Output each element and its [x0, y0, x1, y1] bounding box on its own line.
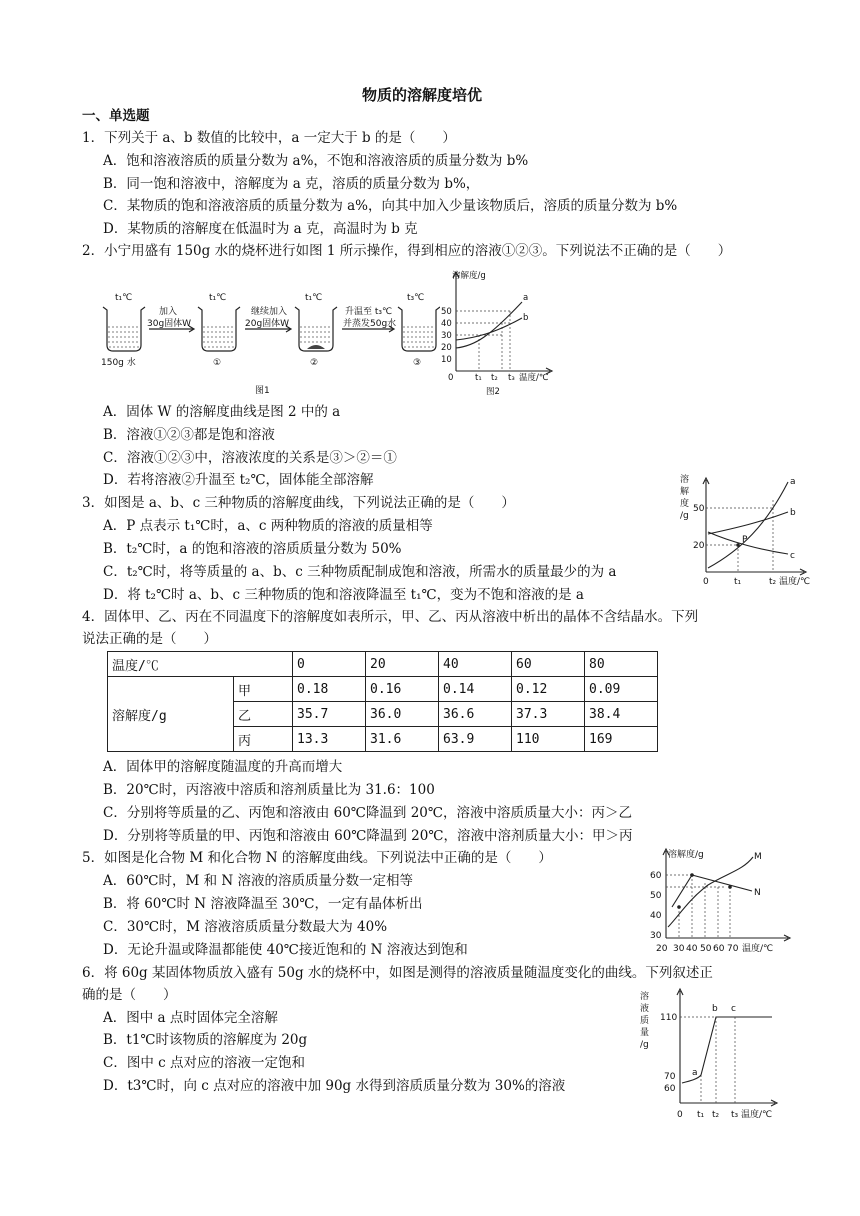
svg-text:温度/℃: 温度/℃ [519, 373, 549, 383]
q2-figure-2 [430, 266, 565, 401]
svg-text:M: M [754, 852, 762, 862]
svg-text:40: 40 [686, 944, 698, 954]
svg-text:50: 50 [693, 504, 705, 514]
svg-text:30: 30 [673, 944, 685, 954]
solid-residue-icon [307, 345, 325, 349]
q3-option-d[interactable]: D．将 t₂℃时 a、b、c 三种物质的饱和溶液降温至 t₁℃，变为不饱和溶液的是 a [103, 587, 584, 603]
svg-text:b: b [790, 508, 796, 518]
fig1-temp-2: t₁℃ [209, 293, 227, 303]
fig2-caption: 图2 [486, 387, 500, 397]
svg-text:b: b [523, 313, 529, 323]
curve-a [456, 302, 522, 348]
q2-option-a[interactable]: A．固体 W 的溶解度曲线是图 2 中的 a [103, 404, 341, 420]
svg-text:20: 20 [441, 343, 452, 353]
svg-text:70: 70 [727, 944, 739, 954]
svg-text:液: 液 [640, 1004, 650, 1014]
svg-text:t₂: t₂ [491, 373, 498, 383]
table-row: 乙 35.7 36.0 36.6 37.3 38.4 [108, 702, 658, 727]
q6-option-c[interactable]: C．图中 c 点对应的溶液一定饱和 [103, 1055, 305, 1071]
svg-text:10: 10 [441, 355, 452, 365]
q4-option-a[interactable]: A．固体甲的溶解度随温度的升高而增大 [103, 759, 343, 775]
q2-option-d[interactable]: D．若将溶液②升温至 t₂℃，固体能全部溶解 [103, 472, 374, 488]
svg-text:t₂: t₂ [712, 1110, 720, 1120]
svg-text:P: P [742, 535, 748, 545]
svg-text:溶解度/g: 溶解度/g [668, 850, 704, 860]
q4-stem-line1: 4．固体甲、乙、丙在不同温度下的溶解度如表所示，甲、乙、丙从溶液中析出的晶体不含结晶水。下列 [82, 609, 699, 625]
svg-text:质: 质 [640, 1016, 650, 1026]
q6-stem-line1: 6．将 60g 某固体物质放入盛有 50g 水的烧杯中，如图是测得的溶液质量随温度变化的曲线。下列叙述正 [82, 965, 713, 981]
svg-text:温度/℃: 温度/℃ [741, 1110, 773, 1120]
curve-n [672, 875, 752, 907]
table-header-solubility: 溶解度/g [108, 677, 234, 752]
svg-text:30: 30 [441, 331, 452, 341]
svg-text:温度/℃: 温度/℃ [742, 944, 774, 954]
page-title: 物质的溶解度培优 [362, 86, 483, 104]
q5-stem: 5．如图是化合物 M 和化合物 N 的溶解度曲线。下列说法中正确的是（ ） [82, 850, 552, 866]
table-row: 丙 13.3 31.6 63.9 110 169 [108, 727, 658, 752]
q5-option-c[interactable]: C．30℃时，M 溶液溶质质量分数最大为 40% [103, 919, 388, 935]
q3-option-a[interactable]: A．P 点表示 t₁℃时，a、c 两种物质的溶液的质量相等 [103, 518, 433, 534]
q2-figure-1 [95, 285, 440, 400]
fig1-temp-3: t₁℃ [305, 293, 323, 303]
q1-option-d[interactable]: D．某物质的溶解度在低温时为 a 克，高温时为 b 克 [103, 221, 418, 237]
svg-text:N: N [754, 888, 761, 898]
curve-b [456, 318, 522, 340]
svg-text:t₂: t₂ [769, 577, 777, 587]
q4-stem-line2: 说法正确的是（ ） [82, 631, 217, 647]
fig1-label-1: ① [213, 358, 222, 368]
q6-solution-mass-graph [630, 985, 780, 1130]
fig1-label-water: 150g 水 [101, 358, 136, 368]
svg-text:a: a [692, 1068, 698, 1078]
svg-text:t₁: t₁ [475, 373, 482, 383]
svg-text:a: a [790, 477, 796, 487]
fig1-step-3b: 并蒸发50g水 [343, 319, 397, 329]
svg-text:温度/℃: 温度/℃ [779, 577, 811, 587]
fig1-caption: 图1 [255, 386, 270, 396]
fig1-temp-4: t₃℃ [407, 293, 425, 303]
fig1-label-2: ② [310, 358, 319, 368]
svg-text:20: 20 [656, 944, 668, 954]
curve-b [708, 512, 788, 534]
svg-text:量: 量 [640, 1028, 650, 1038]
point-p [736, 543, 740, 547]
fig2-ylabel: 溶解度/g [452, 271, 486, 281]
q1-stem: 1．下列关于 a、b 数值的比较中，a 一定大于 b 的是（ ） [82, 130, 456, 146]
q3-stem: 3．如图是 a、b、c 三种物质的溶解度曲线，下列说法正确的是（ ） [82, 495, 515, 511]
table-row: 溶解度/g 甲 0.18 0.16 0.14 0.12 0.09 [108, 677, 658, 702]
svg-text:度: 度 [680, 499, 690, 509]
q6-option-b[interactable]: B．t1℃时该物质的溶解度为 20g [103, 1032, 308, 1048]
fig1-temp-1: t₁℃ [115, 293, 133, 303]
svg-text:解: 解 [680, 487, 690, 497]
svg-text:t₁: t₁ [734, 577, 742, 587]
q2-option-c[interactable]: C．溶液①②③中，溶液浓度的关系是③＞②＝① [103, 450, 397, 466]
q5-option-d[interactable]: D．无论升温或降温都能使 40℃接近饱和的 N 溶液达到饱和 [103, 942, 468, 958]
svg-text:t₁: t₁ [697, 1110, 705, 1120]
q3-option-b[interactable]: B．t₂℃时，a 的饱和溶液的溶质质量分数为 50% [103, 541, 402, 557]
svg-text:/g: /g [680, 511, 689, 521]
svg-text:c: c [790, 551, 795, 561]
fig1-step-3a: 升温至 t₃℃ [345, 307, 393, 317]
table-row: 温度/℃ 0 20 40 60 80 [108, 652, 658, 677]
q5-option-a[interactable]: A．60℃时，M 和 N 溶液的溶质质量分数一定相等 [103, 873, 414, 889]
svg-text:50: 50 [441, 307, 452, 317]
q4-option-d[interactable]: D．分别将等质量的甲、丙饱和溶液由 60℃降温到 20℃，溶液中溶剂质量大小：甲＞丙 [103, 828, 633, 844]
curve-c [708, 532, 788, 554]
svg-text:0: 0 [448, 373, 454, 383]
svg-text:c: c [731, 1004, 736, 1014]
svg-text:30: 30 [650, 931, 662, 941]
svg-text:20: 20 [693, 541, 705, 551]
svg-text:/g: /g [640, 1040, 649, 1050]
fig1-step-1b: 30g固体W [147, 319, 192, 329]
svg-text:60: 60 [664, 1084, 676, 1094]
solubility-table [107, 651, 658, 752]
q6-option-a[interactable]: A．图中 a 点时固体完全溶解 [103, 1010, 278, 1026]
fig1-step-1a: 加入 [159, 307, 178, 317]
svg-text:40: 40 [441, 319, 452, 329]
svg-text:t₃: t₃ [731, 1110, 739, 1120]
svg-text:a: a [523, 293, 529, 303]
svg-text:0: 0 [677, 1110, 683, 1120]
q6-option-d[interactable]: D．t3℃时，向 c 点对应的溶液中加 90g 水得到溶质质量分数为 30%的溶液 [103, 1078, 566, 1094]
svg-text:110: 110 [660, 1013, 678, 1023]
q1-option-c[interactable]: C．某物质的饱和溶液溶质的质量分数为 a%，向其中加入少量该物质后，溶质的质量分数为 b% [103, 198, 678, 214]
fig1-label-3: ③ [413, 358, 422, 368]
svg-text:0: 0 [703, 577, 709, 587]
section-heading: 一、单选题 [82, 108, 150, 124]
fig1-step-2a: 继续加入 [251, 307, 288, 317]
q3-solubility-graph [676, 470, 816, 590]
svg-text:50: 50 [700, 944, 712, 954]
table-header-temp: 温度/℃ [108, 652, 293, 677]
svg-text:t₃: t₃ [508, 373, 515, 383]
svg-text:40: 40 [650, 911, 662, 921]
fig1-step-2b: 20g固体W [245, 319, 290, 329]
q4-option-c[interactable]: C．分别将等质量的乙、丙饱和溶液由 60℃降温到 20℃，溶液中溶质质量大小：丙＞乙 [103, 805, 632, 821]
q2-stem: 2．小宁用盛有 150g 水的烧杯进行如图 1 所示操作，得到相应的溶液①②③。下列说法不正确的是（ ） [82, 243, 732, 259]
q1-option-b[interactable]: B．同一饱和溶液中，溶解度为 a 克，溶质的质量分数为 b%， [103, 176, 480, 192]
svg-text:b: b [712, 1004, 718, 1014]
q5-option-b[interactable]: B．将 60℃时 N 溶液降温至 30℃，一定有晶体析出 [103, 896, 423, 912]
q4-option-b[interactable]: B．20℃时，丙溶液中溶质和溶剂质量比为 31.6：100 [103, 782, 435, 798]
svg-text:60: 60 [713, 944, 725, 954]
svg-text:70: 70 [664, 1072, 676, 1082]
q5-solubility-graph [648, 845, 798, 960]
q6-stem-line2: 确的是（ ） [82, 987, 177, 1003]
q3-option-c[interactable]: C．t₂℃时，将等质量的 a、b、c 三种物质配制成饱和溶液，所需水的质量最少的为 a [103, 564, 617, 580]
svg-text:溶: 溶 [680, 475, 690, 485]
q2-option-b[interactable]: B．溶液①②③都是饱和溶液 [103, 427, 275, 443]
svg-text:60: 60 [650, 871, 662, 881]
svg-text:溶: 溶 [640, 992, 650, 1002]
svg-text:50: 50 [650, 891, 662, 901]
q1-option-a[interactable]: A．饱和溶液溶质的质量分数为 a%，不饱和溶液溶质的质量分数为 b% [103, 153, 529, 169]
